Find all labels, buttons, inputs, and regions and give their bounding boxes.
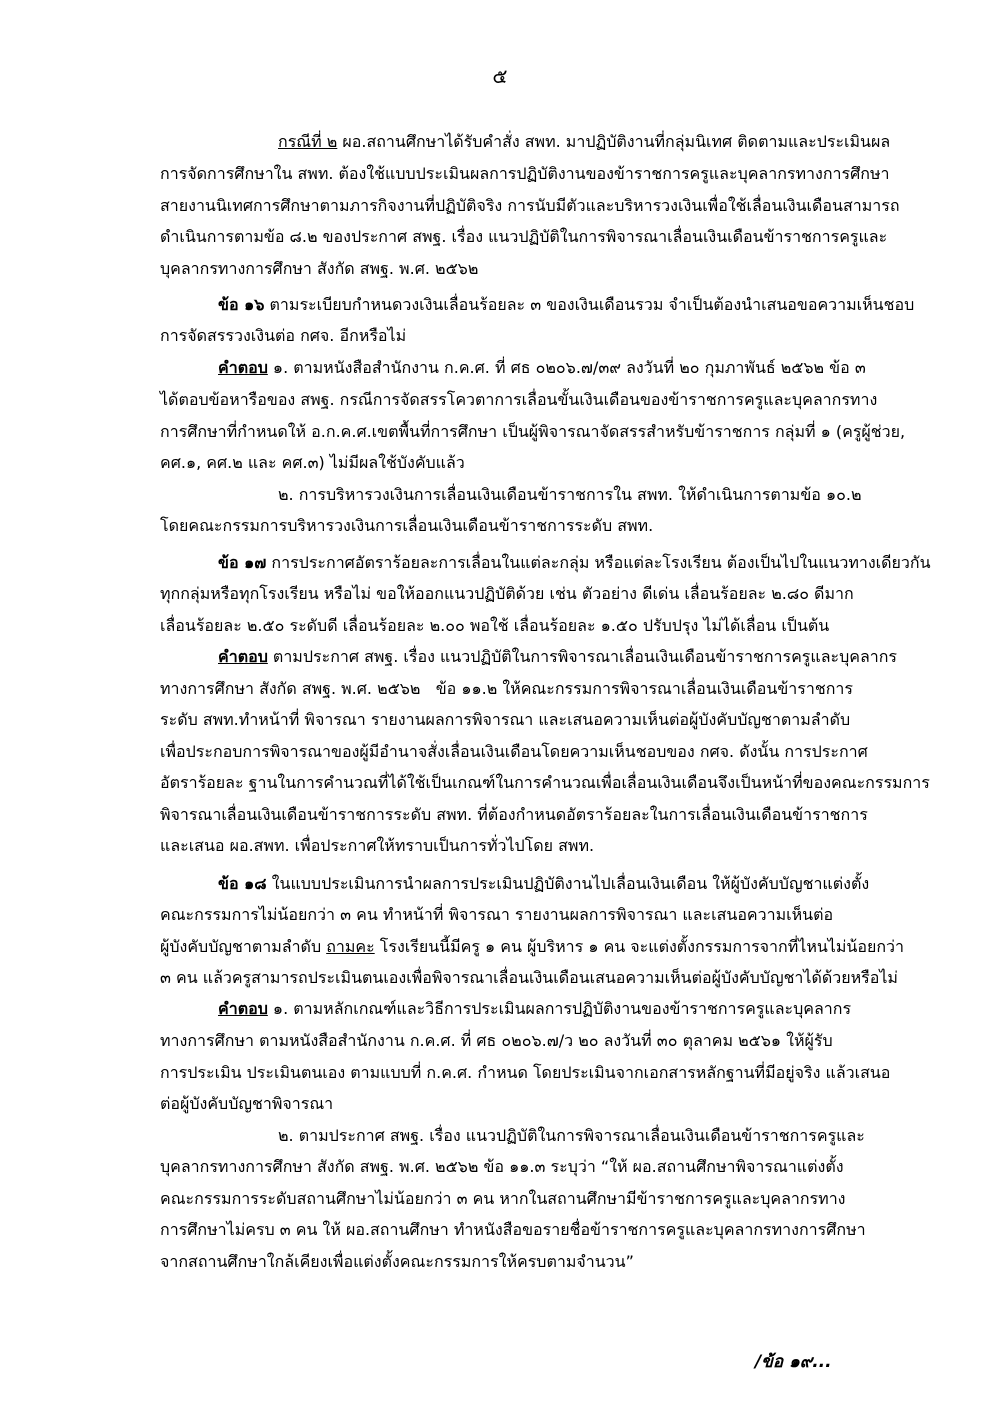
q18-answer-line-5: ๒. ตามประกาศ สพฐ. เรื่อง แนวปฏิบัติในการพิจารณาเลื่อนเงินเดือนข้าราชการครูและ — [278, 1126, 865, 1145]
q18-line-3 — [160, 935, 904, 959]
case2-label: กรณีที่ ๒ — [278, 132, 338, 151]
q17-answer-line-1 — [218, 645, 897, 669]
q16-answer-line-5: ๒. การบริหารวงเงินการเลื่อนเงินเดือนข้าราชการใน สพท. ให้ดำเนินการตามข้อ ๑๐.๒ — [278, 485, 862, 504]
q18-answer-text-1: ๑. ตามหลักเกณฑ์และวิธีการประเมินผลการปฏิบัติงานของข้าราชการครูและบุคลากร — [267, 999, 852, 1018]
q18-answer-label: คำตอบ — [218, 999, 268, 1018]
q18-answer-line-2: ทางการศึกษา ตามหนังสือสำนักงาน ก.ค.ศ. ที่ ศธ ๐๒๐๖.๗/ว ๒๐ ลงวันที่ ๓๐ ตุลาคม ๒๕๖๑ ให้ผู้รับ — [160, 1031, 833, 1050]
q18-text-1: ในแบบประเมินการนำผลการประเมินปฏิบัติงานไปเลื่อนเงินเดือน ให้ผู้บังคับบัญชาแต่งตั้ง — [266, 874, 870, 893]
q18-question-marker: ถามคะ — [326, 937, 375, 956]
q18-line-4: ๓ คน แล้วครูสามารถประเมินตนเองเพื่อพิจารณาเลื่อนเงินเดือนเสนอความเห็นต่อผู้บังคับบัญชาได้ด้วยหรือไม่ — [160, 968, 898, 987]
q17-line-3: เลื่อนร้อยละ ๒.๕๐ ระดับดี เลื่อนร้อยละ ๒.๐๐ พอใช้ เลื่อนร้อยละ ๑.๕๐ ปรับปรุง ไม่ได้เลื่อน เป็นต้น — [160, 616, 830, 635]
q16-answer-text-1: ๑. ตามหนังสือสำนักงาน ก.ค.ศ. ที่ ศธ ๐๒๐๖.๗/๓๙ ลงวันที่ ๒๐ กุมภาพันธ์ ๒๕๖๒ ข้อ ๓ — [267, 358, 866, 377]
q18-answer-line-9: จากสถานศึกษาใกล้เคียงเพื่อแต่งตั้งคณะกรรมการให้ครบตามจำนวน” — [160, 1252, 634, 1271]
q16-label: ข้อ ๑๖ — [218, 295, 265, 314]
case2-line-5: บุคลากรทางการศึกษา สังกัด สพฐ. พ.ศ. ๒๕๖๒ — [160, 259, 479, 278]
q16-text-1: ตามระเบียบกำหนดวงเงินเลื่อนร้อยละ ๓ ของเงินเดือนรวม จำเป็นต้องนำเสนอขอความเห็นชอบ — [264, 295, 915, 314]
q16-answer-line-3: การศึกษาที่กำหนดให้ อ.ก.ค.ศ.เขตพื้นที่การศึกษา เป็นผู้พิจารณาจัดสรรสำหรับข้าราชการ กลุ่มที่ ๑ (ครูผู้ช่วย, — [160, 422, 906, 441]
q17-label: ข้อ ๑๗ — [218, 553, 267, 572]
q17-answer-line-2: ทางการศึกษา สังกัด สพฐ. พ.ศ. ๒๕๖๒ ข้อ ๑๑.๒ ให้คณะกรรมการพิจารณาเลื่อนเงินเดือนข้าราชการ — [160, 679, 853, 698]
q16-answer-line-4: คศ.๑, คศ.๒ และ คศ.๓) ไม่มีผลใช้บังคับแล้ว — [160, 453, 465, 472]
q17-answer-line-5: อัตราร้อยละ ฐานในการคำนวณที่ได้ใช้เป็นเกณฑ์ในการคำนวณเพื่อเลื่อนเงินเดือนจึงเป็นหน้าที่ของคณะกรรมการ — [160, 773, 930, 792]
q18-text-3b: โรงเรียนนี้มีครู ๑ คน ผู้บริหาร ๑ คน จะแต่งตั้งกรรมการจากที่ไหนไม่น้อยกว่า — [374, 937, 904, 956]
q16-answer-label: คำตอบ — [218, 358, 268, 377]
q17-answer-line-4: เพื่อประกอบการพิจารณาของผู้มีอำนาจสั่งเลื่อนเงินเดือนโดยความเห็นชอบของ กศจ. ดังนั้น การประกาศ — [160, 742, 868, 761]
q17-answer-text-1: ตามประกาศ สพฐ. เรื่อง แนวปฏิบัติในการพิจารณาเลื่อนเงินเดือนข้าราชการครูและบุคลากร — [267, 647, 898, 666]
q17-answer-line-3: ระดับ สพท.ทำหน้าที่ พิจารณา รายงานผลการพิจารณา และเสนอความเห็นต่อผู้บังคับบัญชาตามลำดับ — [160, 710, 851, 729]
q16-answer-line-1 — [218, 356, 866, 380]
page-continuation: /ข้อ ๑๙... — [755, 1352, 832, 1372]
case2-line-1 — [278, 130, 890, 154]
q16-answer-line-6: โดยคณะกรรมการบริหารวงเงินการเลื่อนเงินเดือนข้าราชการระดับ สพท. — [160, 516, 654, 535]
page-number: ๕ — [492, 64, 508, 88]
q18-answer-line-1 — [218, 997, 851, 1021]
q17-answer-line-7: และเสนอ ผอ.สพท. เพื่อประกาศให้ทราบเป็นการทั่วไปโดย สพท. — [160, 836, 595, 855]
q18-answer-line-6: บุคลากรทางการศึกษา สังกัด สพฐ. พ.ศ. ๒๕๖๒ ข้อ ๑๑.๓ ระบุว่า “ให้ ผอ.สถานศึกษาพิจารณาแต่งตั้ง — [160, 1157, 844, 1176]
case2-line-2: การจัดการศึกษาใน สพท. ต้องใช้แบบประเมินผลการปฏิบัติงานของข้าราชการครูและบุคลากรทางการศึกษา — [160, 164, 890, 183]
q18-text-3a: ผู้บังคับบัญชาตามลำดับ — [160, 937, 327, 956]
q16-line-2: การจัดสรรวงเงินต่อ กศจ. อีกหรือไม่ — [160, 326, 407, 345]
q16-line-1 — [218, 293, 914, 317]
q18-answer-line-4: ต่อผู้บังคับบัญชาพิจารณา — [160, 1094, 334, 1113]
case2-text-1: ผอ.สถานศึกษาได้รับคำสั่ง สพท. มาปฏิบัติงานที่กลุ่มนิเทศ ติดตามและประเมินผล — [337, 132, 891, 151]
q17-answer-label: คำตอบ — [218, 647, 268, 666]
q17-line-1 — [218, 551, 931, 575]
q17-line-2: ทุกกลุ่มหรือทุกโรงเรียน หรือไม่ ขอให้ออกแนวปฏิบัติด้วย เช่น ตัวอย่าง ดีเด่น เลื่อนร้อยละ ๒.๘๐ ดีมาก — [160, 584, 854, 603]
q18-label: ข้อ ๑๘ — [218, 874, 267, 893]
case2-line-3: สายงานนิเทศการศึกษาตามภารกิจงานที่ปฏิบัติจริง การนับมีตัวและบริหารวงเงินเพื่อใช้เลื่อนเงินเดือนสามารถ — [160, 196, 900, 215]
q18-line-1 — [218, 872, 869, 896]
q18-answer-line-7: คณะกรรมการระดับสถานศึกษาไม่น้อยกว่า ๓ คน หากในสถานศึกษามีข้าราชการครูและบุคลากรทาง — [160, 1189, 846, 1208]
q17-text-1: การประกาศอัตราร้อยละการเลื่อนในแต่ละกลุ่ม หรือแต่ละโรงเรียน ต้องเป็นไปในแนวทางเดียวกัน — [266, 553, 931, 572]
q18-line-2: คณะกรรมการไม่น้อยกว่า ๓ คน ทำหน้าที่ พิจารณา รายงานผลการพิจารณา และเสนอความเห็นต่อ — [160, 905, 834, 924]
case2-line-4: ดำเนินการตามข้อ ๘.๒ ของประกาศ สพฐ. เรื่อง แนวปฏิบัติในการพิจารณาเลื่อนเงินเดือนข้าราชการครูและ — [160, 227, 888, 246]
q18-answer-line-8: การศึกษาไม่ครบ ๓ คน ให้ ผอ.สถานศึกษา ทำหนังสือขอรายชื่อข้าราชการครูและบุคลากรทางการศึกษา — [160, 1220, 866, 1239]
q16-answer-line-2: ได้ตอบข้อหารือของ สพฐ. กรณีการจัดสรรโควตาการเลื่อนขั้นเงินเดือนของข้าราชการครูและบุคลากรทาง — [160, 390, 878, 409]
q18-answer-line-3: การประเมิน ประเมินตนเอง ตามแบบที่ ก.ค.ศ. กำหนด โดยประเมินจากเอกสารหลักฐานที่มีอยู่จริง แล้วเสนอ — [160, 1063, 891, 1082]
q17-answer-line-6: พิจารณาเลื่อนเงินเดือนข้าราชการระดับ สพท. ที่ต้องกำหนดอัตราร้อยละในการเลื่อนเงินเดือนข้าราชการ — [160, 805, 868, 824]
